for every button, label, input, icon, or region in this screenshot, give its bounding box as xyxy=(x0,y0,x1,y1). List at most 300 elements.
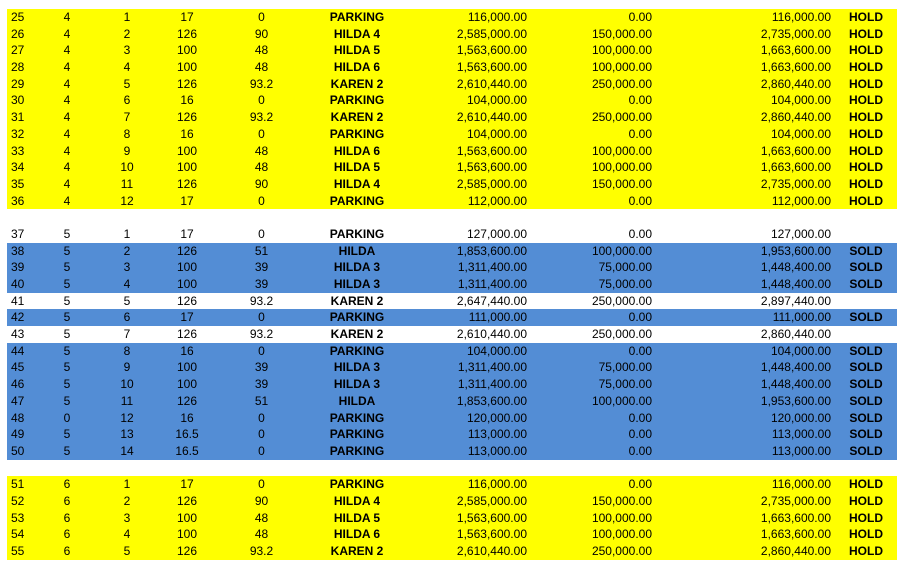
extra-cell[interactable]: 250,000.00 xyxy=(591,293,652,308)
row-number-cell[interactable]: 47 xyxy=(11,393,25,408)
status-cell[interactable]: SOLD xyxy=(849,393,883,408)
table-row[interactable] xyxy=(7,376,897,393)
floor-cell[interactable]: 6 xyxy=(63,544,71,558)
extra-cell[interactable]: 0.00 xyxy=(628,343,652,358)
area-cell[interactable]: 48 xyxy=(254,60,269,75)
extra-cell[interactable]: 100,000.00 xyxy=(591,43,652,58)
extra-cell[interactable]: 75,000.00 xyxy=(598,377,652,392)
floor-cell[interactable]: 5 xyxy=(63,327,71,342)
status-cell[interactable]: HOLD xyxy=(849,76,883,91)
price-cell[interactable]: 1,311,400.00 xyxy=(457,360,527,375)
total-cell[interactable]: 2,735,000.00 xyxy=(760,493,831,508)
unit-cell[interactable]: 12 xyxy=(120,410,134,425)
price-cell[interactable]: 1,563,600.00 xyxy=(456,43,527,58)
status-cell[interactable]: SOLD xyxy=(849,260,883,275)
area-cell[interactable]: 93.2 xyxy=(249,76,274,91)
total-cell[interactable]: 2,860,440.00 xyxy=(760,76,831,91)
unit-cell[interactable]: 6 xyxy=(123,310,131,325)
unit-cell[interactable]: 8 xyxy=(123,126,131,141)
table-row[interactable] xyxy=(7,193,897,210)
unit-cell[interactable]: 13 xyxy=(120,427,134,442)
extra-cell[interactable]: 250,000.00 xyxy=(591,544,652,558)
table-row[interactable] xyxy=(7,326,897,343)
floor-cell[interactable]: 6 xyxy=(63,510,71,525)
unit-type-cell[interactable]: KAREN 2 xyxy=(330,327,384,342)
unit-cell[interactable]: 7 xyxy=(123,327,131,342)
total-cell[interactable]: 113,000.00 xyxy=(771,427,831,442)
unit-type-cell[interactable]: PARKING xyxy=(329,343,385,358)
extra-cell[interactable]: 75,000.00 xyxy=(598,277,652,291)
status-cell[interactable]: SOLD xyxy=(849,343,883,358)
total-cell[interactable]: 1,448,400.00 xyxy=(760,360,831,375)
status-cell[interactable]: HOLD xyxy=(849,176,883,191)
floor-cell[interactable]: 4 xyxy=(63,10,71,24)
unit-type-cell[interactable]: PARKING xyxy=(329,93,385,108)
row-number-cell[interactable]: 54 xyxy=(11,527,25,542)
unit-type-cell[interactable]: PARKING xyxy=(329,193,385,208)
price-cell[interactable]: 116,000.00 xyxy=(467,10,527,24)
unit-cell[interactable]: 5 xyxy=(123,76,131,91)
unit-cell[interactable]: 4 xyxy=(123,527,131,542)
area-cell[interactable]: 48 xyxy=(254,510,269,525)
price-cell[interactable]: 1,853,600.00 xyxy=(456,243,527,258)
total-cell[interactable]: 1,663,600.00 xyxy=(760,160,831,175)
unit-type-cell[interactable]: PARKING xyxy=(329,443,385,458)
size-cell[interactable]: 100 xyxy=(176,260,198,275)
floor-cell[interactable]: 5 xyxy=(63,360,71,375)
area-cell[interactable]: 90 xyxy=(254,26,269,41)
size-cell[interactable]: 126 xyxy=(176,243,198,258)
table-row[interactable] xyxy=(7,243,897,260)
unit-cell[interactable]: 2 xyxy=(123,243,131,258)
unit-cell[interactable]: 4 xyxy=(123,277,131,291)
size-cell[interactable]: 16 xyxy=(180,410,194,425)
row-number-cell[interactable]: 32 xyxy=(11,126,25,141)
unit-cell[interactable]: 3 xyxy=(123,43,131,58)
extra-cell[interactable]: 0.00 xyxy=(628,443,652,458)
size-cell[interactable]: 100 xyxy=(176,510,198,525)
unit-type-cell[interactable]: HILDA 3 xyxy=(333,277,381,291)
total-cell[interactable]: 1,663,600.00 xyxy=(760,510,831,525)
extra-cell[interactable]: 0.00 xyxy=(628,126,652,141)
extra-cell[interactable]: 250,000.00 xyxy=(591,76,652,91)
table-row[interactable] xyxy=(7,26,897,43)
floor-cell[interactable]: 0 xyxy=(63,410,71,425)
size-cell[interactable]: 17 xyxy=(180,226,194,241)
table-row[interactable] xyxy=(7,393,897,410)
row-number-cell[interactable]: 26 xyxy=(11,26,25,41)
area-cell[interactable]: 51 xyxy=(254,243,269,258)
extra-cell[interactable]: 75,000.00 xyxy=(598,260,652,275)
status-cell[interactable]: HOLD xyxy=(849,43,883,58)
size-cell[interactable]: 100 xyxy=(176,43,198,58)
price-cell[interactable]: 116,000.00 xyxy=(467,477,527,492)
unit-type-cell[interactable]: HILDA 6 xyxy=(333,527,381,542)
row-number-cell[interactable]: 35 xyxy=(11,176,25,191)
unit-type-cell[interactable]: HILDA 6 xyxy=(333,143,381,158)
unit-type-cell[interactable]: PARKING xyxy=(329,427,385,442)
area-cell[interactable]: 93.2 xyxy=(249,293,274,308)
price-cell[interactable]: 1,563,600.00 xyxy=(456,510,527,525)
unit-cell[interactable]: 12 xyxy=(120,193,134,208)
price-cell[interactable]: 2,647,440.00 xyxy=(456,293,527,308)
floor-cell[interactable]: 5 xyxy=(63,393,71,408)
table-row[interactable] xyxy=(7,410,897,427)
floor-cell[interactable]: 6 xyxy=(63,493,71,508)
extra-cell[interactable]: 0.00 xyxy=(628,410,652,425)
floor-cell[interactable]: 5 xyxy=(63,293,71,308)
floor-cell[interactable]: 5 xyxy=(63,260,71,275)
table-row[interactable] xyxy=(7,426,897,443)
floor-cell[interactable]: 5 xyxy=(63,343,71,358)
row-number-cell[interactable]: 42 xyxy=(11,310,25,325)
status-cell[interactable]: SOLD xyxy=(849,427,883,442)
price-cell[interactable]: 104,000.00 xyxy=(466,126,527,141)
extra-cell[interactable]: 0.00 xyxy=(628,93,652,108)
total-cell[interactable]: 120,000.00 xyxy=(770,410,831,425)
row-number-cell[interactable]: 39 xyxy=(11,260,25,275)
price-cell[interactable]: 1,563,600.00 xyxy=(456,143,527,158)
unit-type-cell[interactable]: PARKING xyxy=(329,310,385,325)
price-cell[interactable]: 112,000.00 xyxy=(467,193,527,208)
status-cell[interactable]: SOLD xyxy=(849,410,883,425)
size-cell[interactable]: 126 xyxy=(176,493,198,508)
total-cell[interactable]: 2,735,000.00 xyxy=(760,26,831,41)
row-number-cell[interactable]: 30 xyxy=(11,93,25,108)
size-cell[interactable]: 126 xyxy=(176,76,198,91)
size-cell[interactable]: 17 xyxy=(180,310,194,325)
price-cell[interactable]: 113,000.00 xyxy=(467,443,527,458)
price-cell[interactable]: 2,610,440.00 xyxy=(456,110,527,125)
row-number-cell[interactable]: 49 xyxy=(11,427,25,442)
size-cell[interactable]: 17 xyxy=(180,10,194,24)
table-row[interactable] xyxy=(7,76,897,93)
extra-cell[interactable]: 0.00 xyxy=(628,10,652,24)
size-cell[interactable]: 17 xyxy=(180,193,194,208)
area-cell[interactable]: 0 xyxy=(258,93,265,108)
area-cell[interactable]: 0 xyxy=(258,443,265,458)
area-cell[interactable]: 0 xyxy=(258,126,265,141)
area-cell[interactable]: 90 xyxy=(254,176,269,191)
status-cell[interactable]: HOLD xyxy=(849,110,883,125)
area-cell[interactable]: 39 xyxy=(254,260,269,275)
row-number-cell[interactable]: 45 xyxy=(11,360,25,375)
unit-cell[interactable]: 14 xyxy=(120,443,134,458)
area-cell[interactable]: 48 xyxy=(254,527,269,542)
row-number-cell[interactable]: 31 xyxy=(11,110,25,125)
extra-cell[interactable]: 0.00 xyxy=(628,310,652,325)
area-cell[interactable]: 39 xyxy=(254,277,269,291)
row-number-cell[interactable]: 46 xyxy=(11,377,25,392)
total-cell[interactable]: 1,448,400.00 xyxy=(760,277,831,291)
size-cell[interactable]: 16 xyxy=(180,126,194,141)
size-cell[interactable]: 126 xyxy=(176,26,198,41)
price-cell[interactable]: 120,000.00 xyxy=(466,410,527,425)
price-cell[interactable]: 2,610,440.00 xyxy=(456,76,527,91)
size-cell[interactable]: 16 xyxy=(180,343,194,358)
unit-type-cell[interactable]: KAREN 2 xyxy=(330,76,384,91)
size-cell[interactable]: 100 xyxy=(176,360,198,375)
price-cell[interactable]: 1,563,600.00 xyxy=(456,60,527,75)
area-cell[interactable]: 0 xyxy=(258,310,265,325)
unit-type-cell[interactable]: HILDA xyxy=(338,393,376,408)
extra-cell[interactable]: 100,000.00 xyxy=(591,243,652,258)
table-row[interactable] xyxy=(7,143,897,160)
floor-cell[interactable]: 4 xyxy=(63,43,71,58)
table-row[interactable] xyxy=(7,92,897,109)
row-number-cell[interactable]: 41 xyxy=(11,293,25,308)
area-cell[interactable]: 0 xyxy=(258,226,265,241)
row-number-cell[interactable]: 28 xyxy=(11,60,25,75)
size-cell[interactable]: 16.5 xyxy=(175,427,199,442)
size-cell[interactable]: 100 xyxy=(176,160,198,175)
unit-cell[interactable]: 11 xyxy=(120,176,134,191)
unit-type-cell[interactable]: PARKING xyxy=(329,226,385,241)
status-cell[interactable]: HOLD xyxy=(849,193,883,208)
status-cell[interactable]: HOLD xyxy=(849,93,883,108)
total-cell[interactable]: 113,000.00 xyxy=(771,443,831,458)
floor-cell[interactable]: 5 xyxy=(63,243,71,258)
extra-cell[interactable]: 150,000.00 xyxy=(591,176,652,191)
size-cell[interactable]: 16 xyxy=(180,93,194,108)
floor-cell[interactable]: 4 xyxy=(63,93,71,108)
unit-cell[interactable]: 6 xyxy=(123,93,131,108)
price-cell[interactable]: 104,000.00 xyxy=(466,93,527,108)
unit-cell[interactable]: 1 xyxy=(123,226,131,241)
extra-cell[interactable]: 100,000.00 xyxy=(591,60,652,75)
price-cell[interactable]: 113,000.00 xyxy=(467,427,527,442)
extra-cell[interactable]: 250,000.00 xyxy=(591,327,652,342)
unit-cell[interactable]: 5 xyxy=(123,544,131,558)
extra-cell[interactable]: 150,000.00 xyxy=(591,26,652,41)
table-row[interactable] xyxy=(7,276,897,293)
table-row[interactable] xyxy=(7,293,897,310)
extra-cell[interactable]: 150,000.00 xyxy=(591,493,652,508)
unit-cell[interactable]: 8 xyxy=(123,343,131,358)
floor-cell[interactable]: 6 xyxy=(63,527,71,542)
price-cell[interactable]: 1,563,600.00 xyxy=(456,160,527,175)
row-number-cell[interactable]: 43 xyxy=(11,327,25,342)
unit-type-cell[interactable]: KAREN 2 xyxy=(330,293,384,308)
unit-type-cell[interactable]: HILDA 3 xyxy=(333,377,381,392)
price-cell[interactable]: 1,853,600.00 xyxy=(456,393,527,408)
row-number-cell[interactable]: 34 xyxy=(11,160,25,175)
table-row[interactable] xyxy=(7,42,897,59)
status-cell[interactable]: SOLD xyxy=(849,310,883,325)
size-cell[interactable]: 100 xyxy=(176,143,198,158)
floor-cell[interactable]: 4 xyxy=(63,143,71,158)
unit-cell[interactable]: 10 xyxy=(120,377,134,392)
total-cell[interactable]: 1,448,400.00 xyxy=(760,377,831,392)
status-cell[interactable]: HOLD xyxy=(849,510,883,525)
total-cell[interactable]: 1,663,600.00 xyxy=(760,143,831,158)
extra-cell[interactable]: 0.00 xyxy=(628,193,652,208)
unit-type-cell[interactable]: PARKING xyxy=(329,10,385,24)
area-cell[interactable]: 0 xyxy=(258,193,265,208)
unit-type-cell[interactable]: HILDA 4 xyxy=(333,26,381,41)
unit-type-cell[interactable]: KAREN 2 xyxy=(330,110,384,125)
total-cell[interactable]: 1,953,600.00 xyxy=(760,243,831,258)
table-row[interactable] xyxy=(7,59,897,76)
price-cell[interactable]: 2,585,000.00 xyxy=(456,493,527,508)
unit-cell[interactable]: 9 xyxy=(123,360,131,375)
floor-cell[interactable]: 5 xyxy=(63,377,71,392)
size-cell[interactable]: 100 xyxy=(176,527,198,542)
unit-type-cell[interactable]: HILDA 3 xyxy=(333,360,381,375)
table-row[interactable] xyxy=(7,126,897,143)
extra-cell[interactable]: 250,000.00 xyxy=(591,110,652,125)
extra-cell[interactable]: 75,000.00 xyxy=(598,360,652,375)
total-cell[interactable]: 1,663,600.00 xyxy=(760,527,831,542)
unit-type-cell[interactable]: KAREN 2 xyxy=(330,544,384,558)
unit-type-cell[interactable]: HILDA 6 xyxy=(333,60,381,75)
floor-cell[interactable]: 6 xyxy=(63,477,71,492)
row-number-cell[interactable]: 33 xyxy=(11,143,25,158)
unit-cell[interactable]: 2 xyxy=(123,26,131,41)
table-row[interactable] xyxy=(7,309,897,326)
size-cell[interactable]: 126 xyxy=(176,293,198,308)
extra-cell[interactable]: 100,000.00 xyxy=(591,527,652,542)
price-cell[interactable]: 2,610,440.00 xyxy=(456,327,527,342)
floor-cell[interactable]: 4 xyxy=(63,176,71,191)
price-cell[interactable]: 1,311,400.00 xyxy=(457,260,527,275)
status-cell[interactable]: HOLD xyxy=(849,544,883,558)
unit-type-cell[interactable]: HILDA 3 xyxy=(333,260,381,275)
floor-cell[interactable]: 5 xyxy=(63,277,71,291)
floor-cell[interactable]: 4 xyxy=(63,160,71,175)
area-cell[interactable]: 48 xyxy=(254,43,269,58)
row-number-cell[interactable]: 55 xyxy=(11,544,25,558)
status-cell[interactable] xyxy=(839,326,893,343)
status-cell[interactable] xyxy=(839,226,893,243)
status-cell[interactable] xyxy=(839,293,893,310)
total-cell[interactable]: 104,000.00 xyxy=(770,126,831,141)
extra-cell[interactable]: 100,000.00 xyxy=(591,160,652,175)
size-cell[interactable]: 126 xyxy=(176,393,198,408)
floor-cell[interactable]: 4 xyxy=(63,26,71,41)
table-row[interactable] xyxy=(7,343,897,360)
status-cell[interactable]: HOLD xyxy=(849,143,883,158)
unit-cell[interactable]: 7 xyxy=(123,110,131,125)
size-cell[interactable]: 126 xyxy=(176,176,198,191)
row-number-cell[interactable]: 29 xyxy=(11,76,25,91)
status-cell[interactable]: HOLD xyxy=(849,60,883,75)
status-cell[interactable]: HOLD xyxy=(849,160,883,175)
area-cell[interactable]: 0 xyxy=(258,343,265,358)
table-row[interactable] xyxy=(7,176,897,193)
unit-cell[interactable]: 10 xyxy=(120,160,134,175)
status-cell[interactable]: SOLD xyxy=(849,377,883,392)
total-cell[interactable]: 116,000.00 xyxy=(771,477,831,492)
table-row[interactable] xyxy=(7,159,897,176)
unit-cell[interactable]: 4 xyxy=(123,60,131,75)
area-cell[interactable]: 0 xyxy=(258,427,265,442)
price-cell[interactable]: 104,000.00 xyxy=(466,343,527,358)
extra-cell[interactable]: 100,000.00 xyxy=(591,510,652,525)
unit-type-cell[interactable]: HILDA 4 xyxy=(333,493,381,508)
area-cell[interactable]: 48 xyxy=(254,160,269,175)
floor-cell[interactable]: 4 xyxy=(63,110,71,125)
size-cell[interactable]: 100 xyxy=(176,377,198,392)
status-cell[interactable]: SOLD xyxy=(849,443,883,458)
table-row[interactable] xyxy=(7,493,897,510)
size-cell[interactable]: 126 xyxy=(176,327,198,342)
total-cell[interactable]: 2,735,000.00 xyxy=(760,176,831,191)
total-cell[interactable]: 2,897,440.00 xyxy=(760,293,831,308)
size-cell[interactable]: 126 xyxy=(176,544,198,558)
status-cell[interactable]: HOLD xyxy=(849,10,883,24)
total-cell[interactable]: 1,448,400.00 xyxy=(760,260,831,275)
floor-cell[interactable]: 5 xyxy=(63,310,71,325)
table-row[interactable] xyxy=(7,476,897,493)
area-cell[interactable]: 93.2 xyxy=(249,544,274,558)
floor-cell[interactable]: 4 xyxy=(63,76,71,91)
size-cell[interactable]: 17 xyxy=(180,477,194,492)
area-cell[interactable]: 0 xyxy=(258,477,265,492)
status-cell[interactable]: HOLD xyxy=(849,527,883,542)
total-cell[interactable]: 1,953,600.00 xyxy=(760,393,831,408)
total-cell[interactable]: 2,860,440.00 xyxy=(760,544,831,558)
total-cell[interactable]: 1,663,600.00 xyxy=(760,60,831,75)
floor-cell[interactable]: 4 xyxy=(63,193,71,208)
status-cell[interactable]: HOLD xyxy=(849,477,883,492)
unit-cell[interactable]: 2 xyxy=(123,493,131,508)
unit-cell[interactable]: 3 xyxy=(123,510,131,525)
unit-cell[interactable]: 11 xyxy=(120,393,134,408)
extra-cell[interactable]: 0.00 xyxy=(628,477,652,492)
price-cell[interactable]: 111,000.00 xyxy=(468,310,527,325)
unit-cell[interactable]: 1 xyxy=(123,10,131,24)
price-cell[interactable]: 1,311,400.00 xyxy=(457,377,527,392)
area-cell[interactable]: 90 xyxy=(254,493,269,508)
area-cell[interactable]: 0 xyxy=(258,10,265,24)
row-number-cell[interactable]: 50 xyxy=(11,443,25,458)
row-number-cell[interactable]: 36 xyxy=(11,193,25,208)
table-row[interactable] xyxy=(7,510,897,527)
size-cell[interactable]: 126 xyxy=(176,110,198,125)
row-number-cell[interactable]: 27 xyxy=(11,43,25,58)
row-number-cell[interactable]: 51 xyxy=(11,477,25,492)
price-cell[interactable]: 1,311,400.00 xyxy=(457,277,527,291)
row-number-cell[interactable]: 44 xyxy=(11,343,25,358)
price-cell[interactable]: 2,585,000.00 xyxy=(456,26,527,41)
unit-type-cell[interactable]: HILDA 5 xyxy=(333,43,381,58)
status-cell[interactable]: SOLD xyxy=(849,360,883,375)
table-row[interactable] xyxy=(7,109,897,126)
status-cell[interactable]: HOLD xyxy=(849,493,883,508)
table-row[interactable] xyxy=(7,543,897,560)
status-cell[interactable]: HOLD xyxy=(849,126,883,141)
unit-type-cell[interactable]: HILDA 5 xyxy=(333,160,381,175)
unit-type-cell[interactable]: HILDA 4 xyxy=(333,176,381,191)
price-cell[interactable]: 127,000.00 xyxy=(466,226,527,241)
row-number-cell[interactable]: 52 xyxy=(11,493,25,508)
area-cell[interactable]: 39 xyxy=(254,377,269,392)
row-number-cell[interactable]: 25 xyxy=(11,10,25,24)
total-cell[interactable]: 1,663,600.00 xyxy=(760,43,831,58)
total-cell[interactable]: 2,860,440.00 xyxy=(760,110,831,125)
table-row[interactable] xyxy=(7,443,897,460)
unit-cell[interactable]: 5 xyxy=(123,293,131,308)
status-cell[interactable]: SOLD xyxy=(849,243,883,258)
area-cell[interactable]: 39 xyxy=(254,360,269,375)
unit-type-cell[interactable]: PARKING xyxy=(329,126,385,141)
unit-type-cell[interactable]: PARKING xyxy=(329,410,385,425)
total-cell[interactable]: 2,860,440.00 xyxy=(760,327,831,342)
area-cell[interactable]: 51 xyxy=(254,393,269,408)
area-cell[interactable]: 93.2 xyxy=(249,327,274,342)
total-cell[interactable]: 116,000.00 xyxy=(771,10,831,24)
